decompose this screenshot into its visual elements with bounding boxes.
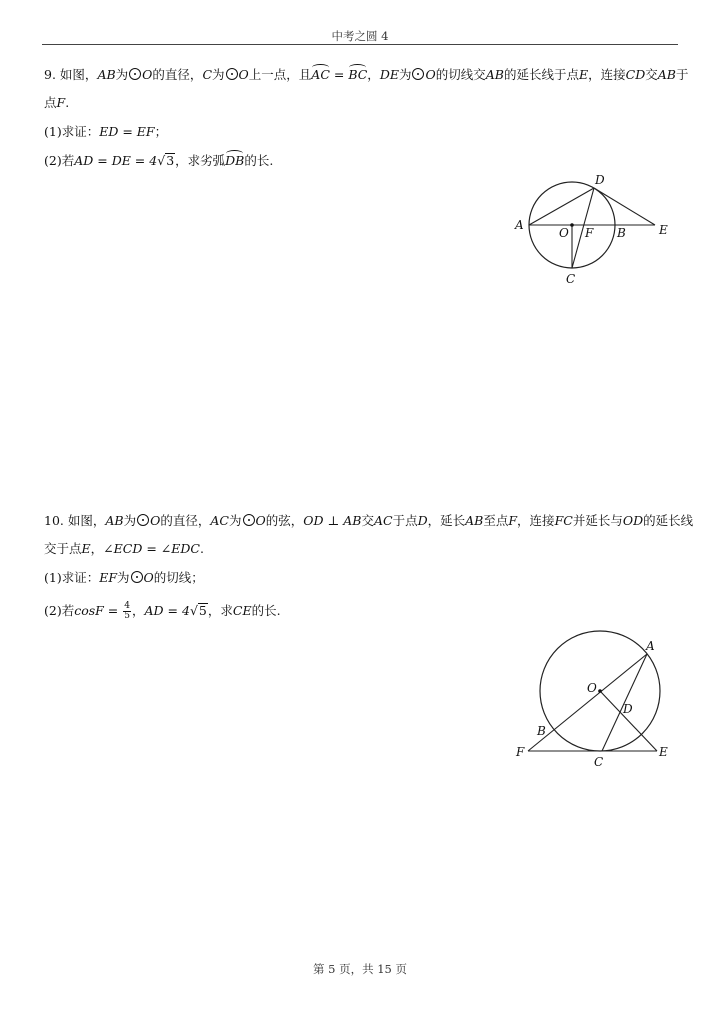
q9-text: 点 [44,95,57,110]
q10-text: 的切线； [153,570,204,585]
circle-symbol-icon [226,68,238,80]
q9-text: 为 [115,67,129,82]
q9-math: AB [485,67,504,82]
q10-math: E [81,541,91,556]
q10-label-a: A [646,639,655,653]
q9-text: 的延长线于点 [503,67,579,82]
q10-text: 的延长线 [643,513,694,528]
q9-math: F [56,95,66,110]
q9-math: O [238,67,249,82]
q9-label-f: F [585,226,594,240]
q10-math: D [417,513,428,528]
q9-text: . [65,95,70,110]
circle-symbol-icon [131,571,143,583]
q10-fraction-den: 5 [124,611,130,621]
q9-math: CD [625,67,646,82]
q9-label-d: D [595,173,605,187]
q9-math: ED = EF [99,124,155,139]
q10-line-2 [44,541,204,557]
q9-line-1 [44,67,688,83]
q9-arc-bc: BC [348,67,368,82]
q10-text: ， [90,541,104,556]
q9-math: O [425,67,436,82]
q10-part-1 [44,570,204,586]
q10-text: 为 [123,513,137,528]
q10-text: . [199,541,204,556]
q9-text: 交 [645,67,658,82]
q10-text: 的直径， [160,513,211,528]
q10-text: ，延长 [427,513,466,528]
q10-math: OD [622,513,644,528]
q10-math: O [143,570,154,585]
q10-math: OD ⊥ AB [303,513,362,528]
q10-text: 于点 [392,513,418,528]
page-header: 中考之圆 4 [331,29,389,43]
q10-line-oe [600,691,657,751]
q9-text: 的直径， [152,67,203,82]
q10-text: 如图， [67,513,106,528]
q10-label-e: E [659,745,668,759]
circle-symbol-icon [243,514,255,526]
q10-math: AC [373,513,393,528]
q9-label-b: B [617,226,626,240]
q10-label-b: B [537,724,546,738]
q9-text: 于 [675,67,689,82]
q9-text: ； [154,124,168,139]
q9-text: ，连接 [588,67,626,82]
q10-math: AC [210,513,229,528]
q10-part-label: (1)求证： [44,570,100,585]
q10-text: 的弦， [265,513,304,528]
q9-math: AD = DE = 4 [74,153,158,168]
q9-text: ，求劣弧 [175,153,226,168]
q10-label-d: D [623,702,633,716]
q9-math: C [202,67,213,82]
q10-math: EF [99,570,118,585]
q9-text: ， [367,67,380,82]
header-rule [42,44,678,45]
q9-figure [508,170,678,290]
q10-math: AD = 4 [144,603,190,618]
q9-part-label: (1)求证： [44,124,100,139]
q10-figure [505,628,680,773]
q10-number: 10. [44,513,64,528]
q9-part-1 [44,124,167,140]
q10-math: O [255,513,266,528]
q9-arc-ac: AC [311,67,330,82]
q9-text: 如图， [59,67,98,82]
circle-symbol-icon [137,514,149,526]
q10-math: AB [465,513,484,528]
q10-fraction-num: 4 [124,601,130,611]
q9-line-de [594,188,655,225]
q10-text: 至点 [483,513,509,528]
q10-part-2: (2)若cosF = $\frac{4}{5}$ ，AD = 4√5，求CE的长. [44,601,281,621]
q10-text: 的长. [251,603,281,618]
q10-label-f: F [516,745,525,759]
q9-text: 为 [398,67,412,82]
q9-label-a: A [515,218,524,232]
q9-text: 为 [212,67,225,82]
q9-label-o: O [559,226,569,240]
q9-number: 9. [44,67,56,82]
page-footer: 第 5 页，共 15 页 [312,962,408,976]
q9-sqrt: 3 [166,153,175,168]
q9-text: = [329,67,349,82]
q9-part-2: (2)若AD = DE = 4√3，求劣弧DB的长. [44,153,274,168]
q9-text: 的长. [244,153,274,168]
q9-arc-db: DB [225,153,245,168]
q9-math: O [142,67,153,82]
q10-math: ∠ECD = ∠EDC [103,541,200,556]
q9-text: 上一点，且 [248,67,312,82]
circle-symbol-icon [129,68,141,80]
q9-line-2 [44,95,69,111]
q9-math: AB [97,67,116,82]
q9-math: DE [379,67,399,82]
q10-text: 为 [228,513,242,528]
q10-fraction [123,602,131,621]
q10-math: AB [105,513,124,528]
q10-math: cosF = [74,603,123,618]
q9-label-e: E [659,223,668,237]
q9-text: 的切线交 [435,67,486,82]
q10-part-label: (2)若 [44,603,75,618]
q10-label-c: C [594,755,604,769]
q9-math: E [578,67,589,82]
q9-math: AB [657,67,676,82]
q10-text: ， [132,603,145,618]
q9-label-c: C [566,272,576,286]
q9-part-label: (2)若 [44,153,75,168]
q10-line-1 [44,513,693,529]
q10-math: F [508,513,518,528]
q10-text: ，连接 [517,513,555,528]
q10-text: 交于点 [44,541,82,556]
q10-text: 为 [117,570,130,585]
q10-math: CE [232,603,252,618]
q10-label-o: O [587,681,597,695]
circle-symbol-icon [412,68,424,80]
q10-text: 并延长与 [572,513,623,528]
q10-text: ，求 [207,603,233,618]
q9-center-dot [570,223,574,227]
q10-math: FC [554,513,573,528]
q10-center-dot [598,689,602,693]
q10-text: 交 [361,513,374,528]
q10-math: O [150,513,161,528]
q9-line-ad [529,188,594,225]
q10-sqrt: 5 [198,603,207,618]
